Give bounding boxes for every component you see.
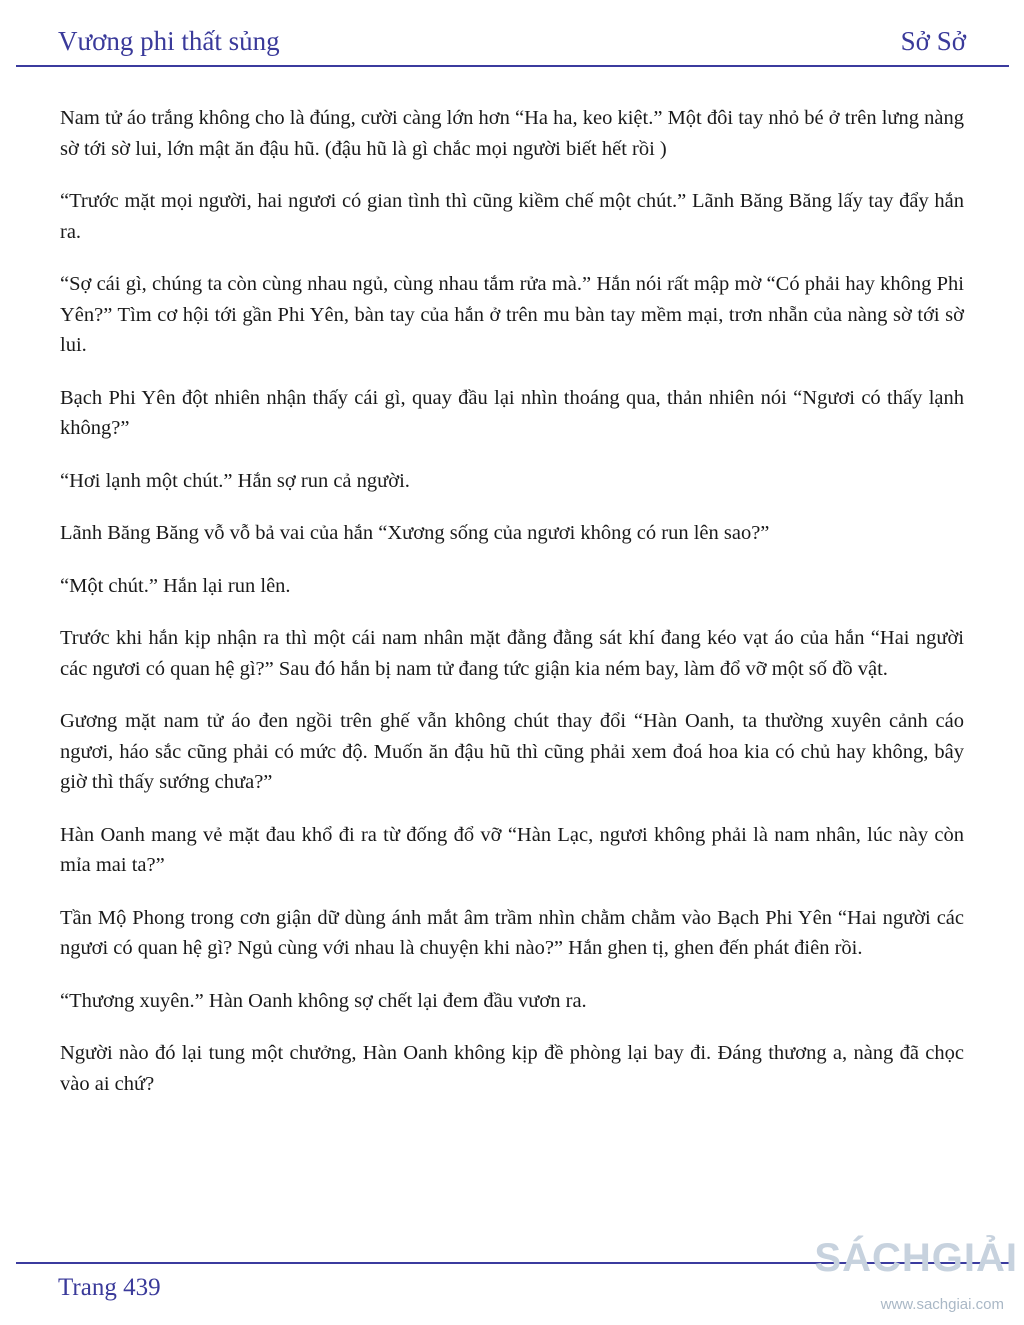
paragraph: Lãnh Băng Băng vỗ vỗ bả vai của hắn “Xương sống của ngươi không có run lên sao?” xyxy=(60,522,770,544)
paragraph: “Một chút.” Hắn lại run lên. xyxy=(60,574,291,597)
author-name: Sở Sở xyxy=(900,26,966,56)
paragraph: Tần Mộ Phong trong cơn giận dữ dùng ánh mắt âm trầm nhìn chằm chằm vào Bạch Phi Yên “Hai người các ngươi có quan hệ gì? Ngủ cùng với nhau là chuyện khi nào?” Hắn ghen tị, ghen đến phát điên rồi. xyxy=(60,906,964,959)
paragraph: Gương mặt nam tử áo đen ngồi trên ghế vẫn không chút thay đổi “Hàn Oanh, ta thường xuyên cảnh cáo ngươi, háo sắc cũng phải có mức độ. Muốn ăn đậu hũ thì cũng phải xem đoá hoa kia có chủ hay không, bây giờ thì thấy sướng chưa?” xyxy=(60,710,964,793)
page-header xyxy=(58,26,966,62)
paragraph: Hàn Oanh mang vẻ mặt đau khổ đi ra từ đống đổ vỡ “Hàn Lạc, ngươi không phải là nam nhân, lúc này còn mỉa mai ta?” xyxy=(60,823,964,876)
paragraph: Bạch Phi Yên đột nhiên nhận thấy cái gì, quay đầu lại nhìn thoáng qua, thản nhiên nói “Ngươi có thấy lạnh không?” xyxy=(60,386,964,439)
page-content xyxy=(60,103,964,1121)
paragraph: “Hơi lạnh một chút.” Hắn sợ run cả người. xyxy=(60,469,410,492)
header-divider xyxy=(16,65,1009,67)
watermark-url: www.sachgiai.com xyxy=(880,1296,1004,1313)
page-number: Trang 439 xyxy=(58,1274,161,1301)
paragraph: “Sợ cái gì, chúng ta còn cùng nhau ngủ, cùng nhau tắm rửa mà.” Hắn nói rất mập mờ “Có phải hay không Phi Yên?” Tìm cơ hội tới gần Phi Yên, bàn tay của hắn ở trên mu bàn tay mềm mại, trơn nhẵn của nàng sờ tới sờ lui. xyxy=(60,273,964,356)
watermark-logo: SÁCHGIẢI xyxy=(814,1236,1018,1280)
paragraph: Nam tử áo trắng không cho là đúng, cười càng lớn hơn “Ha ha, keo kiệt.” Một đôi tay nhỏ bé ở trên lưng nàng sờ tới sờ lui, lớn mật ăn đậu hũ. (đậu hũ là gì chắc mọi người biết hết rồi ) xyxy=(60,107,964,160)
watermark xyxy=(814,1230,1018,1320)
paragraph: Người nào đó lại tung một chưởng, Hàn Oanh không kịp đề phòng lại bay đi. Đáng thương a, nàng đã chọc vào ai chứ? xyxy=(60,1042,964,1095)
paragraph: “Trước mặt mọi người, hai ngươi có gian tình thì cũng kiềm chế một chút.” Lãnh Băng Băng lấy tay đẩy hắn ra. xyxy=(60,190,964,243)
book-title: Vương phi thất sủng xyxy=(58,26,280,56)
paragraph: Trước khi hắn kịp nhận ra thì một cái nam nhân mặt đằng đằng sát khí đang kéo vạt áo của hắn “Hai người các ngươi có quan hệ gì?” Sau đó hắn bị nam tử đang tức giận kia ném bay, làm đổ vỡ một số đồ vật. xyxy=(60,627,964,680)
paragraph: “Thương xuyên.” Hàn Oanh không sợ chết lại đem đầu vươn ra. xyxy=(60,989,587,1012)
